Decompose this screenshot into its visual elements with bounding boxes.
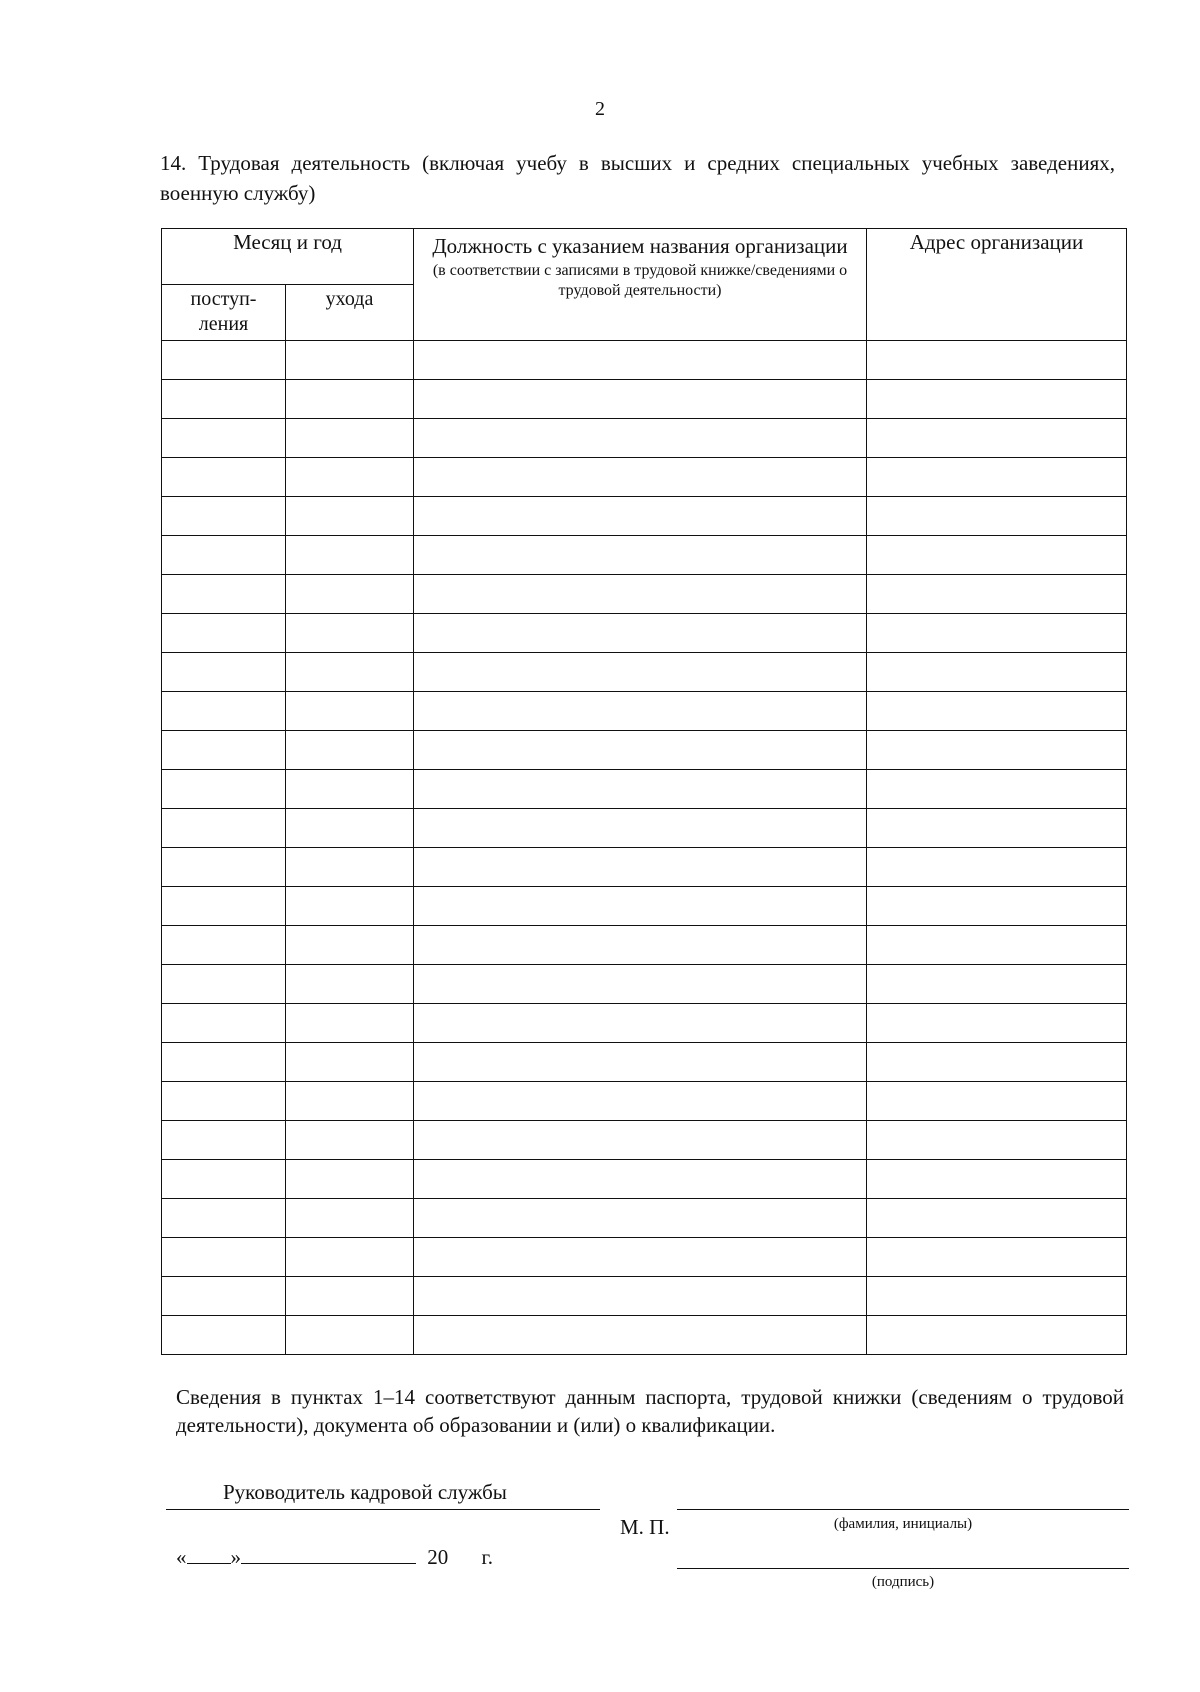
entry-date-cell[interactable]	[162, 419, 286, 458]
address-cell[interactable]	[867, 1160, 1127, 1199]
exit-date-cell[interactable]	[286, 926, 414, 965]
address-cell[interactable]	[867, 380, 1127, 419]
table-row	[162, 926, 1127, 965]
position-cell[interactable]	[414, 1316, 867, 1355]
table-row	[162, 692, 1127, 731]
table-row	[162, 887, 1127, 926]
table-row	[162, 458, 1127, 497]
table-row	[162, 1082, 1127, 1121]
address-cell[interactable]	[867, 419, 1127, 458]
entry-date-cell[interactable]	[162, 887, 286, 926]
entry-date-cell[interactable]	[162, 536, 286, 575]
exit-date-cell[interactable]	[286, 731, 414, 770]
exit-date-cell[interactable]	[286, 536, 414, 575]
entry-date-cell[interactable]	[162, 692, 286, 731]
exit-date-cell[interactable]	[286, 1160, 414, 1199]
work-history-table	[161, 228, 1127, 1355]
position-cell[interactable]	[414, 1199, 867, 1238]
entry-date-cell[interactable]	[162, 926, 286, 965]
address-cell[interactable]	[867, 1238, 1127, 1277]
address-cell[interactable]	[867, 965, 1127, 1004]
month-blank[interactable]	[241, 1545, 416, 1564]
date-field	[176, 1545, 493, 1570]
entry-date-cell[interactable]	[162, 575, 286, 614]
position-cell[interactable]	[414, 1277, 867, 1316]
entry-date-cell[interactable]	[162, 341, 286, 380]
exit-date-cell[interactable]	[286, 458, 414, 497]
table-row	[162, 1199, 1127, 1238]
table-row	[162, 380, 1127, 419]
exit-date-cell[interactable]	[286, 1121, 414, 1160]
exit-date-cell[interactable]	[286, 1316, 414, 1355]
table-row	[162, 1004, 1127, 1043]
address-cell[interactable]	[867, 653, 1127, 692]
position-cell[interactable]	[414, 809, 867, 848]
address-cell[interactable]	[867, 848, 1127, 887]
entry-date-cell[interactable]	[162, 497, 286, 536]
table-row	[162, 1043, 1127, 1082]
exit-date-cell[interactable]	[286, 692, 414, 731]
entry-date-cell[interactable]	[162, 809, 286, 848]
entry-date-cell[interactable]	[162, 770, 286, 809]
table-body	[162, 341, 1127, 1355]
table-row	[162, 1238, 1127, 1277]
position-cell[interactable]	[414, 1004, 867, 1043]
position-cell[interactable]	[414, 770, 867, 809]
date-open-quote: «	[176, 1545, 187, 1569]
table-row	[162, 1121, 1127, 1160]
entry-date-cell[interactable]	[162, 380, 286, 419]
position-cell[interactable]	[414, 653, 867, 692]
table-row	[162, 497, 1127, 536]
exit-date-cell[interactable]	[286, 575, 414, 614]
position-cell[interactable]	[414, 848, 867, 887]
exit-date-cell[interactable]	[286, 380, 414, 419]
address-cell[interactable]	[867, 926, 1127, 965]
entry-date-cell[interactable]	[162, 731, 286, 770]
address-cell[interactable]	[867, 809, 1127, 848]
header-entry: поступ- ления	[162, 285, 286, 341]
exit-date-cell[interactable]	[286, 419, 414, 458]
address-cell[interactable]	[867, 1277, 1127, 1316]
address-cell[interactable]	[867, 341, 1127, 380]
position-cell[interactable]	[414, 380, 867, 419]
exit-date-cell[interactable]	[286, 653, 414, 692]
address-cell[interactable]	[867, 536, 1127, 575]
address-cell[interactable]	[867, 614, 1127, 653]
address-cell[interactable]	[867, 1316, 1127, 1355]
exit-date-cell[interactable]	[286, 1238, 414, 1277]
date-close-quote: »	[230, 1545, 241, 1569]
address-cell[interactable]	[867, 887, 1127, 926]
name-line	[677, 1509, 1129, 1510]
hr-head-label: Руководитель кадровой службы	[223, 1480, 507, 1504]
stamp-placeholder: М. П.	[620, 1515, 670, 1539]
exit-date-cell[interactable]	[286, 770, 414, 809]
table-row	[162, 341, 1127, 380]
entry-date-cell[interactable]	[162, 1316, 286, 1355]
table-row	[162, 653, 1127, 692]
exit-date-cell[interactable]	[286, 1043, 414, 1082]
entry-date-cell[interactable]	[162, 1043, 286, 1082]
position-cell[interactable]	[414, 926, 867, 965]
address-cell[interactable]	[867, 1082, 1127, 1121]
address-cell[interactable]	[867, 770, 1127, 809]
section-heading: 14. Трудовая деятельность (включая учебу в высших и средних специальных учебных заведениях, военную службу)	[160, 151, 1115, 205]
position-cell[interactable]	[414, 887, 867, 926]
entry-date-cell[interactable]	[162, 1121, 286, 1160]
exit-date-cell[interactable]	[286, 341, 414, 380]
position-cell[interactable]	[414, 1160, 867, 1199]
header-position-title: Должность с указанием названия организации	[432, 234, 848, 258]
exit-date-cell[interactable]	[286, 887, 414, 926]
exit-date-cell[interactable]	[286, 965, 414, 1004]
page-number: 2	[595, 98, 605, 120]
entry-date-cell[interactable]	[162, 1082, 286, 1121]
exit-date-cell[interactable]	[286, 1082, 414, 1121]
address-cell[interactable]	[867, 731, 1127, 770]
position-cell[interactable]	[414, 458, 867, 497]
entry-date-cell[interactable]	[162, 458, 286, 497]
exit-date-cell[interactable]	[286, 809, 414, 848]
entry-date-cell[interactable]	[162, 1160, 286, 1199]
position-cell[interactable]	[414, 497, 867, 536]
entry-date-cell[interactable]	[162, 848, 286, 887]
hr-head-line	[166, 1509, 600, 1510]
position-cell[interactable]	[414, 1043, 867, 1082]
entry-date-cell[interactable]	[162, 1199, 286, 1238]
signature-line	[677, 1568, 1129, 1569]
entry-date-cell[interactable]	[162, 965, 286, 1004]
signature-caption: (подпись)	[871, 1574, 935, 1590]
position-cell[interactable]	[414, 536, 867, 575]
exit-date-cell[interactable]	[286, 1199, 414, 1238]
year-suffix: г.	[481, 1545, 493, 1569]
address-cell[interactable]	[867, 497, 1127, 536]
table-row	[162, 848, 1127, 887]
address-cell[interactable]	[867, 1199, 1127, 1238]
position-cell[interactable]	[414, 692, 867, 731]
entry-date-cell[interactable]	[162, 653, 286, 692]
exit-date-cell[interactable]	[286, 848, 414, 887]
entry-date-cell[interactable]	[162, 1004, 286, 1043]
entry-date-cell[interactable]	[162, 614, 286, 653]
entry-date-cell[interactable]	[162, 1277, 286, 1316]
entry-date-cell[interactable]	[162, 1238, 286, 1277]
name-caption: (фамилия, инициалы)	[833, 1516, 973, 1532]
header-month-year: Месяц и год	[162, 229, 414, 285]
table-row	[162, 965, 1127, 1004]
day-blank[interactable]	[187, 1545, 231, 1564]
position-cell[interactable]	[414, 1121, 867, 1160]
address-cell[interactable]	[867, 575, 1127, 614]
confirmation-statement: Сведения в пунктах 1–14 соответствуют данным паспорта, трудовой книжки (сведениям о трудовой деятельности), документа об образовании и (или) о квалификации.	[176, 1385, 1124, 1437]
position-cell[interactable]	[414, 1082, 867, 1121]
header-position	[414, 229, 867, 341]
table-row	[162, 1316, 1127, 1355]
table-row	[162, 809, 1127, 848]
table-row	[162, 536, 1127, 575]
exit-date-cell[interactable]	[286, 614, 414, 653]
address-cell[interactable]	[867, 1121, 1127, 1160]
table-row	[162, 419, 1127, 458]
position-cell[interactable]	[414, 731, 867, 770]
address-cell[interactable]	[867, 1043, 1127, 1082]
address-cell[interactable]	[867, 458, 1127, 497]
position-cell[interactable]	[414, 1238, 867, 1277]
position-cell[interactable]	[414, 965, 867, 1004]
header-exit: ухода	[286, 285, 414, 341]
table-row	[162, 614, 1127, 653]
table-row	[162, 731, 1127, 770]
position-cell[interactable]	[414, 614, 867, 653]
exit-date-cell[interactable]	[286, 497, 414, 536]
position-cell[interactable]	[414, 341, 867, 380]
address-cell[interactable]	[867, 692, 1127, 731]
position-cell[interactable]	[414, 419, 867, 458]
header-address: Адрес организации	[867, 229, 1127, 341]
table-row	[162, 1277, 1127, 1316]
exit-date-cell[interactable]	[286, 1004, 414, 1043]
position-cell[interactable]	[414, 575, 867, 614]
table-row	[162, 770, 1127, 809]
exit-date-cell[interactable]	[286, 1277, 414, 1316]
table-row	[162, 1160, 1127, 1199]
table-row	[162, 575, 1127, 614]
header-position-note: (в соответствии с записями в трудовой книжке/сведениями о трудовой деятельности)	[432, 262, 848, 299]
address-cell[interactable]	[867, 1004, 1127, 1043]
year-prefix: 20	[427, 1545, 449, 1569]
